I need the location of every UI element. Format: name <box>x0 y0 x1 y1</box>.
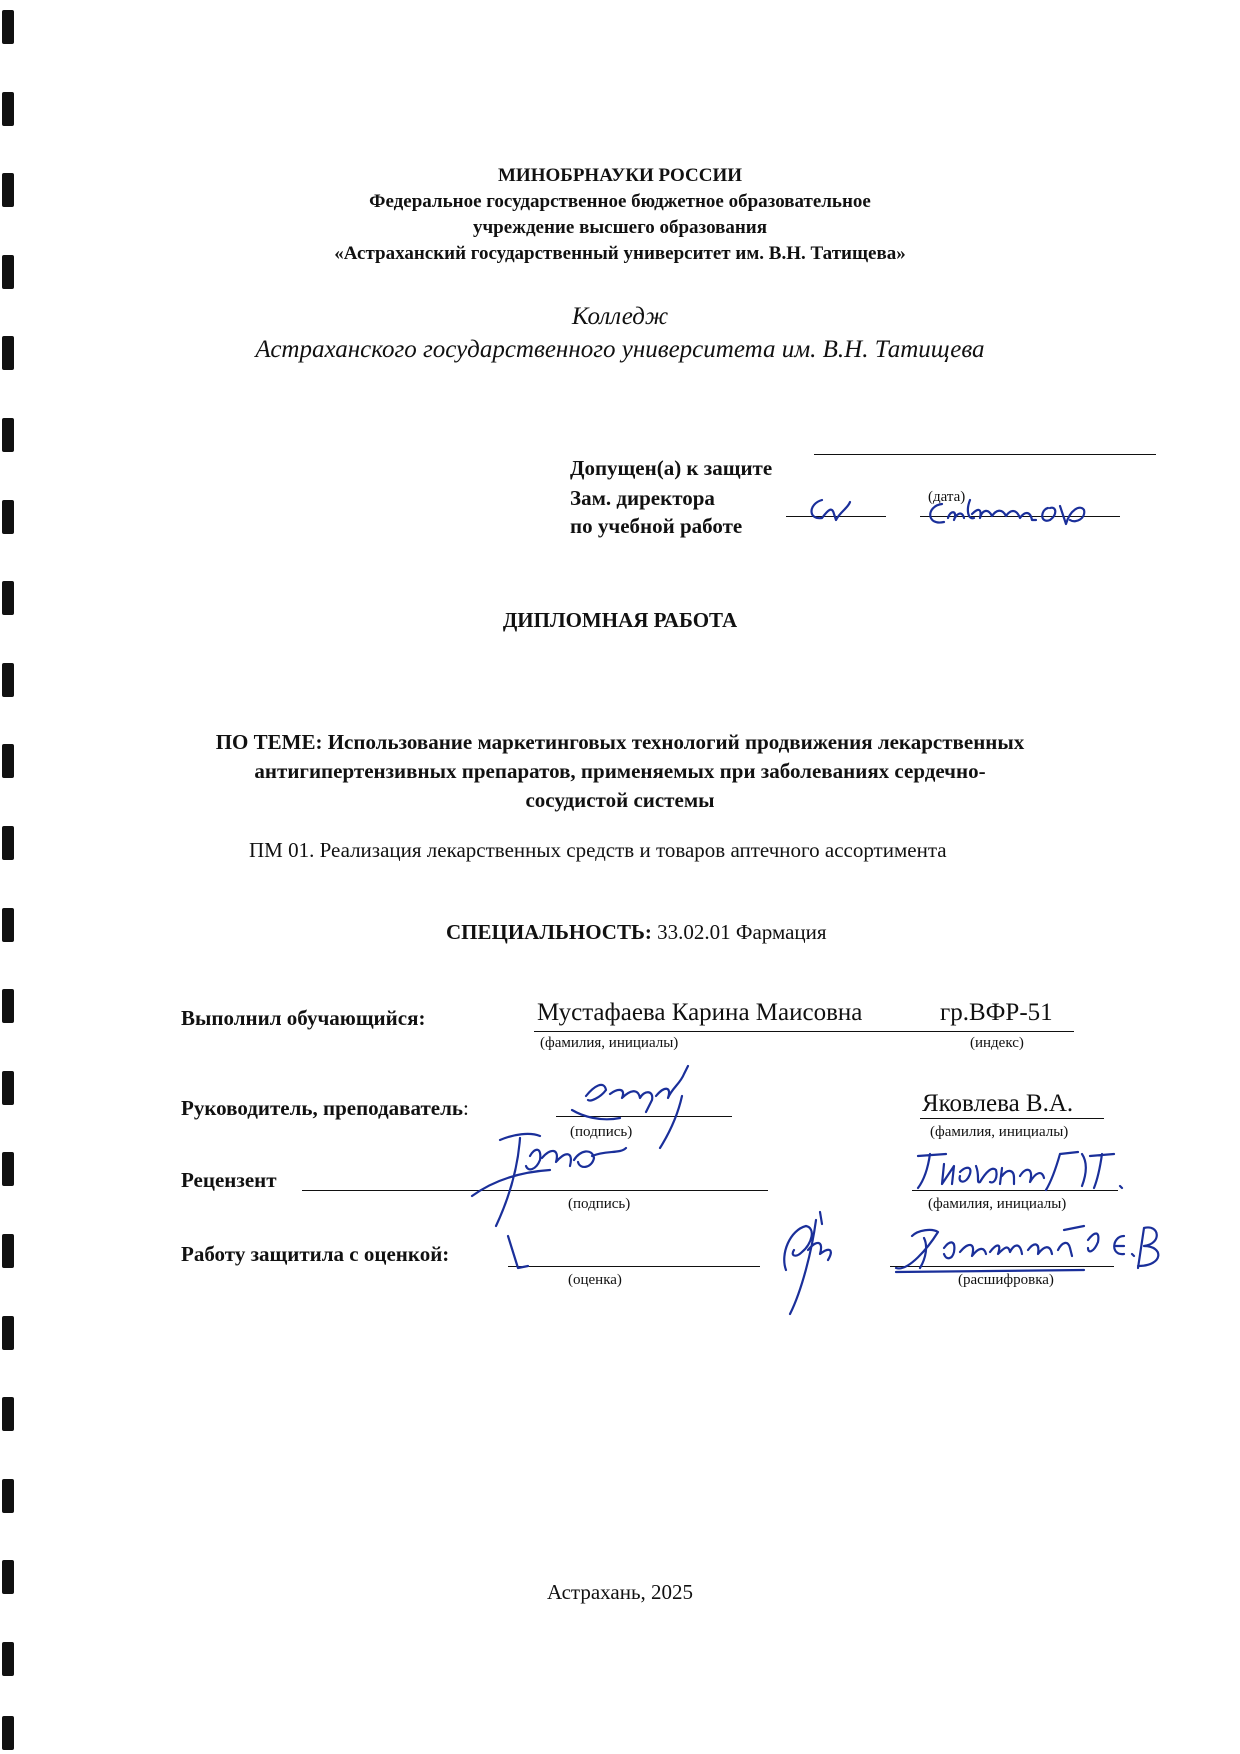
supervisor-name-line <box>920 1118 1104 1119</box>
city-year: Астрахань, 2025 <box>546 1580 694 1604</box>
topic-line-2: антигипертензивных препаратов, применяемых при заболеваниях сердечно- <box>254 759 986 783</box>
reviewer-signature-image <box>470 1126 640 1236</box>
reviewer-handwritten-name-image <box>910 1146 1125 1198</box>
document-type-title: ДИПЛОМНАЯ РАБОТА <box>502 608 738 632</box>
defense-label: Работу защитила с оценкой: <box>181 1242 450 1266</box>
topic-line-1: ПО ТЕМЕ: Использование маркетинговых технологий продвижения лекарственных <box>215 730 1025 754</box>
supervisor-name: Яковлева В.А. <box>922 1090 1074 1117</box>
institution-line-3: учреждение высшего образования <box>472 217 768 238</box>
student-name-caption: (фамилия, инициалы) <box>540 1035 679 1051</box>
academic-work-label: по учебной работе <box>570 514 743 538</box>
supervisor-colon: : <box>463 1096 469 1120</box>
institution-line-2: Федеральное государственное бюджетное образовательное <box>369 191 871 212</box>
professional-module: ПМ 01. Реализация лекарственных средств и товаров аптечного ассортимента <box>249 838 947 862</box>
student-name: Мустафаева Карина Маисовна <box>537 999 863 1026</box>
ministry-title: МИНОБРНАУКИ РОССИИ <box>497 165 743 186</box>
admission-label: Допущен(а) к защите <box>570 456 773 480</box>
reviewer-name-caption: (фамилия, инициалы) <box>928 1196 1067 1212</box>
student-line <box>534 1031 1074 1032</box>
reviewer-sign-caption: (подпись) <box>568 1196 631 1212</box>
chair-handwritten-name-image <box>888 1218 1198 1298</box>
specialty-value: 33.02.01 Фармация <box>657 920 827 944</box>
grade-checkmark-image <box>506 1226 566 1276</box>
topic-line-3: сосудистой системы <box>525 788 715 812</box>
supervisor-name-caption: (фамилия, инициалы) <box>930 1124 1069 1140</box>
supervisor-label <box>181 1096 469 1121</box>
reviewer-label: Рецензент <box>181 1168 277 1192</box>
university-name: «Астраханский государственный университет им. В.Н. Татищева» <box>334 243 906 264</box>
student-label: Выполнил обучающийся: <box>181 1006 426 1030</box>
supervisor-label-text: Руководитель, преподаватель <box>181 1096 464 1120</box>
date-caption: (дата) <box>928 489 966 505</box>
chair-signature-image <box>772 1210 838 1318</box>
student-group: гр.ВФР-51 <box>940 999 1053 1026</box>
deputy-handwritten-name-image <box>920 496 1130 536</box>
admission-date-line <box>814 454 1156 455</box>
deputy-signature-image <box>800 490 880 530</box>
defense-grade-caption: (оценка) <box>568 1272 622 1288</box>
college-line-1: Колледж <box>571 303 669 330</box>
defense-decode-caption: (расшифровка) <box>958 1272 1054 1288</box>
specialty <box>446 920 827 945</box>
student-group-caption: (индекс) <box>970 1035 1024 1051</box>
college-line-2: Астраханского государственного университета им. В.Н. Татищева <box>255 336 985 363</box>
deputy-director-label: Зам. директора <box>570 486 715 510</box>
specialty-label: СПЕЦИАЛЬНОСТЬ: <box>446 920 652 944</box>
supervisor-sign-caption: (подпись) <box>570 1124 633 1140</box>
